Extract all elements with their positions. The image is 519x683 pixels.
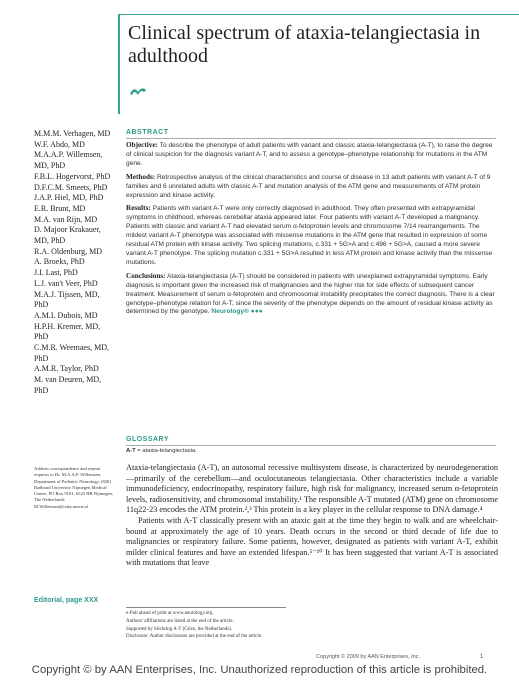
abstract-methods — [126, 173, 496, 201]
text: Patients with variant A-T were only correctly diagnosed in adulthood. They often presented with extrapyramidal symptoms in childhood, whereas cerebellar ataxia appeared later. Four patients with variant A-T developed a malignancy. Patients with classic and variant A-T had elevated serum α-fetoprotein levels and chromosome 7/14 rearrangements. The mildest variant A-T phenotype was associated with missense mutations in the ATM gene that resulted in expression of some residual ATM protein with kinase activity. Two splicing mutations, c.331 + 5G>A and c.496 + 5G>A, caused a more severe variant A-T phenotype. The splicing mutation c.331 + 5G>A resulted in less ATM protein and kinase activity than the missense mutations. — [126, 205, 493, 266]
footnote: Disclosure: Author disclosures are provided at the end of the article. — [126, 634, 263, 640]
label: Methods: — [126, 172, 156, 181]
article-title: Clinical spectrum of ataxia-telangiectasia in adulthood — [128, 22, 481, 67]
author: E.R. Brunt, MD — [34, 203, 86, 213]
abstract-body — [126, 141, 496, 321]
abstract-objective — [126, 141, 496, 169]
author-list — [34, 129, 114, 397]
label: Results: — [126, 204, 151, 213]
footnote: e-Pub ahead of print at www.neurology.org. — [126, 611, 214, 616]
text: To describe the phenotype of adult patients with variant and classic ataxia-telangiectasia (A-T), to raise the degree of clinical suspicion for the diagnosis variant A-T, and to assess a genotype–phenotype relationship for mutations in the ATM gene. — [126, 142, 493, 167]
copyright-watermark: Copyright © by AAN Enterprises, Inc. Unauthorized reproduction of this article is prohibited. — [31, 664, 488, 676]
footnote-rule — [126, 607, 286, 608]
text: Ataxia-telangiectasia (A-T) should be considered in patients with unexplained extrapyramidal symptoms. Early diagnosis is important given the increased risk of malignancies and the higher risk for side effects of subsequent cancer treatment. Measurement of serum α-fetoprotein and chromosomal instability precipitates the correct diagnosis. There is a clear genotype–phenotype relation for A-T, since the severity of the phenotype depends on the amount of residual kinase activity as determined by the genotype. — [126, 272, 495, 316]
glossary-term: A-T — [126, 448, 136, 454]
author: J.A.P. Hiel, MD, PhD — [34, 193, 104, 203]
glossary-entry — [126, 448, 197, 454]
author: A.M.R. Taylor, PhD — [34, 364, 99, 374]
author: J.I. Last, PhD — [34, 268, 78, 278]
abstract-heading: ABSTRACT — [126, 129, 169, 136]
abstract-results — [126, 204, 496, 267]
author: D. Majoor Krakauer, MD, PhD — [34, 225, 101, 246]
footnotes — [126, 610, 426, 641]
author: M.A.J. Tijssen, MD, PhD — [34, 289, 100, 310]
glossary-definition: = ataxia-telangiectasia. — [135, 448, 197, 454]
page-number: 1 — [480, 654, 484, 660]
author: M. van Deuren, MD, PhD — [34, 375, 102, 395]
author: M.M.M. Verhagen, MD — [34, 129, 111, 138]
author: D.F.C.M. Smeets, PhD — [34, 182, 108, 192]
body-paragraph: Ataxia-telangiectasia (A-T), an autosomal recessive multisystem disease, is characterized by neurodegeneration—primarily of the cerebellum—and oculocutaneous telangiectasia. Other characteristics include a variable immunodeficiency, endocrinopathy, respiratory failure, high risk for malignancy, increased serum α-fetoprotein levels, radiosensitivity, and chromosomal instability.¹ The responsible A-T mutated (ATM) gene on chromosome 11q22-23 encodes the ATM protein.²,³ This protein is a key player in the cellular response to DNA damage.⁴ — [126, 463, 498, 515]
journal-tag: Neurology® — [211, 308, 249, 316]
text: Retrospective analysis of the clinical characteristics and course of disease in 13 adult patients with variant A-T of 9 families and 6 unrelated adults with classic A-T and mutation analysis of the ATM gene and measurements of ATM protein expression and kinase activity. — [126, 173, 491, 199]
author: A.M.I. Dubois, MD — [34, 310, 98, 320]
correspondence-note: Address correspondence and reprint requests to Dr. M.A.A.P. Willemsen, Department of Pediatric Neurology, (820) Radboud University Nijmegen Medical Centre, PO Box 9101, 6525 HB Nijmegen, The Netherlands M.Willemsen@cukz.umcn.nl — [34, 466, 113, 509]
abstract-conclusions — [126, 272, 496, 318]
footnote: Authors' affiliations are listed at the end of the article. — [126, 618, 234, 624]
editorial-link[interactable]: Editorial, page XXX — [34, 597, 99, 604]
abstract-rule — [126, 138, 496, 139]
body-paragraph: Patients with A-T classically present with an ataxic gait at the time they begin to walk and are wheelchair-bound at approximately the age of 10 years. Death occurs in the second or third decade of life due to malignancies or respiratory failure. Some patients, however, designated as patients with variant A-T, exhibit milder clinical features and have an extended lifespan.⁵⁻¹⁰ It has been suggested that variant A-T is associated with mutations that leave — [126, 515, 498, 568]
author: H.P.H. Kremer, MD, PhD — [34, 321, 101, 342]
glossary-rule — [126, 445, 496, 446]
author: M.A. van Rijn, MD — [34, 214, 98, 224]
author: C.M.R. Weemaes, MD, PhD — [34, 343, 109, 363]
author: F.B.L. Hogervorst, PhD — [34, 171, 111, 181]
journal-logo-icon — [128, 84, 148, 98]
label: Conclusions: — [126, 271, 166, 280]
author: R.A. Oldenburg, MD — [34, 246, 103, 256]
journal-dots-icon: ●●● — [250, 308, 263, 316]
footnote: Supported by Stichting A-T (Gilze, the Netherlands). — [126, 626, 232, 632]
author: W.F. Abdo, MD — [34, 139, 85, 149]
author: M.A.A.P. Willemsen, MD, PhD — [34, 150, 103, 171]
author: A. Broeks, PhD — [34, 257, 85, 267]
title-frame-bar — [118, 14, 120, 114]
author: L.J. van't Veer, PhD — [34, 278, 98, 288]
copyright-line: Copyright © 2009 by AAN Enterprises, Inc. — [316, 654, 421, 660]
label: Objective: — [126, 141, 158, 149]
glossary-heading: GLOSSARY — [126, 436, 170, 443]
article-body — [126, 463, 498, 569]
